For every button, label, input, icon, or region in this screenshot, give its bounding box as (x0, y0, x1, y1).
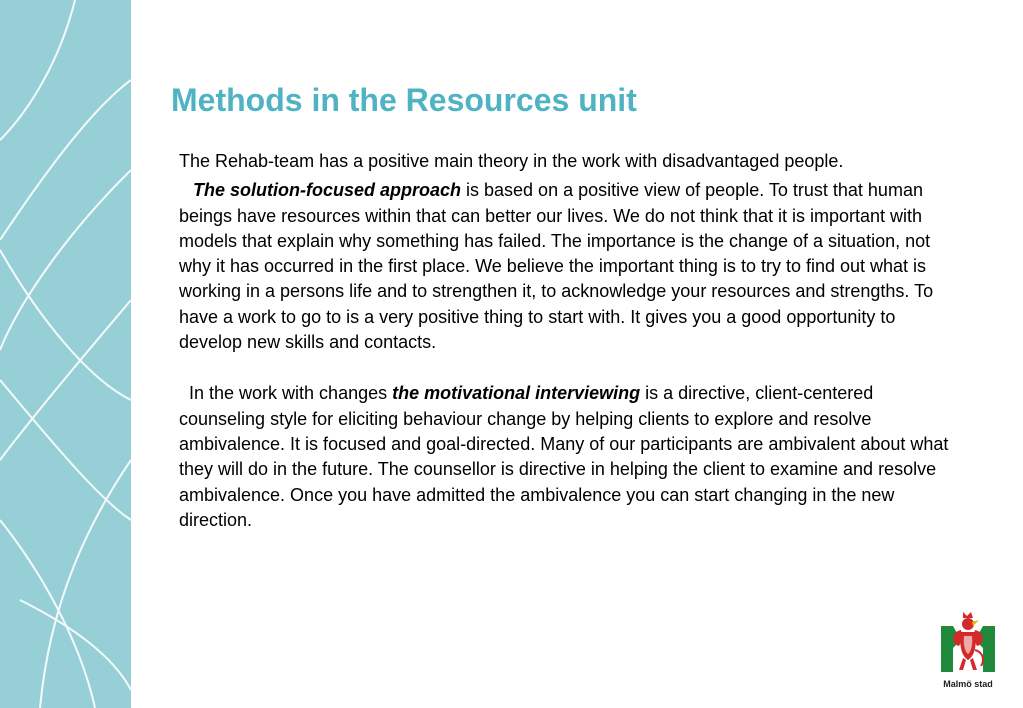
intro-paragraph: The Rehab-team has a positive main theory in the work with disadvantaged people. (179, 151, 844, 171)
motivational-lead-text: In the work with changes (189, 383, 393, 404)
decorative-curves (0, 0, 131, 708)
slide-title: Methods in the Resources unit (171, 82, 637, 118)
logo-label: Malmö stad (943, 679, 993, 689)
malmo-stad-logo (937, 610, 999, 694)
motivational-text: is a directive, client-centered counseling style for eliciting behaviour change by helping clients to explore and resolve ambivalence. It is focused and goal-directed. Many of our participants are ambivalent about what they will do in the future. The counsellor is directive in helping the client to examine and resolve ambivalence. Once you have admitted the ambivalence you can start changing in the new direction. (179, 383, 949, 530)
slide-body (179, 149, 954, 533)
motivational-emphasis: the motivational interviewing (392, 383, 641, 404)
solution-focused-emphasis: The solution-focused approach (193, 180, 462, 201)
solution-focused-paragraph (179, 178, 954, 355)
coat-of-arms-icon (937, 610, 999, 678)
solution-focused-text: is based on a positive view of people. To trust that human beings have resources within that can better our lives. We do not think that it is important with models that explain why something has failed. The importance is the change of a situation, not why it has occurred in the first place. We believe the important thing is to try to find out what is working in a persons life and to strengthen it, to acknowledge your resources and strengths. To have a work to go to is a very positive thing to start with. It gives you a good opportunity to develop new skills and contacts. (179, 180, 934, 353)
motivational-interviewing-paragraph (179, 381, 954, 533)
decorative-side-band (0, 0, 131, 708)
